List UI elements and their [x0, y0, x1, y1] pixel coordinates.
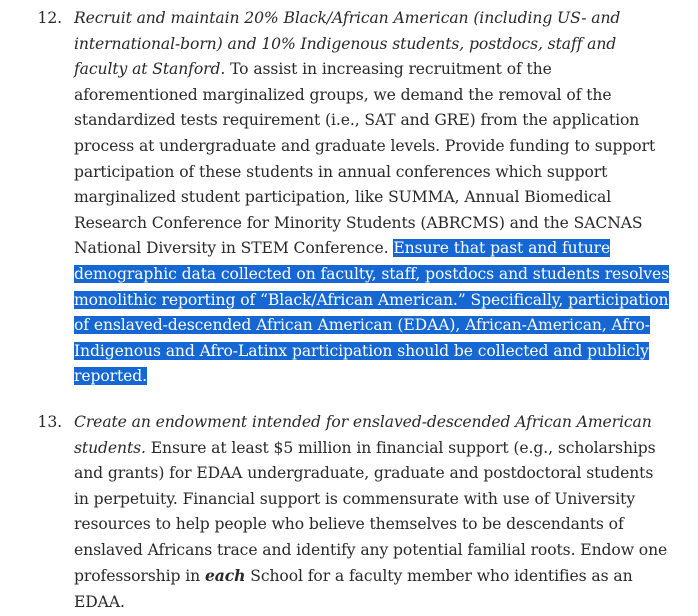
- item-lead-text: Recruit and maintain 20% Black/African American (including US- and international-born) and 10% Indigenous students, postdocs, staff and faculty at Stanford.: [74, 9, 621, 79]
- item-paragraph[interactable]: [74, 410, 672, 616]
- list-item-13: [0, 410, 698, 616]
- item-paragraph[interactable]: [74, 6, 672, 390]
- item-lead-text: Create an endowment intended for enslaved-descended African American students.: [74, 412, 652, 457]
- item-body-text: Ensure at least $5 million in financial support (e.g., scholarships and grants) for EDAA undergraduate, graduate and postdoctoral students in perpetuity. Financial support is commensurate with use of University resources to help people who believe themselves to be descendants of enslaved Africans trace and identify any potential familial roots. Endow one professorship in: [74, 438, 668, 586]
- selected-text-highlight[interactable]: Ensure that past and future demographic data collected on faculty, staff, postdocs and students resolves monolithic reporting of “Black/African American.” Specifically, participation of enslaved-descended African American (EDAA), African-American, Afro-Indigenous and Afro-Latinx participation should be collected and publicly reported.: [74, 239, 669, 386]
- item-body-text-end: School for a faculty member who identifies as an EDAA.: [74, 567, 633, 612]
- list-item-12: [0, 6, 698, 390]
- item-number: 13.: [37, 412, 62, 431]
- demands-list: [0, 6, 698, 616]
- item-body-text: To assist in increasing recruitment of the aforementioned marginalized groups, we demand the removal of the standardized tests requirement (i.e., SAT and GRE) from the application process at undergraduate and graduate levels. Provide funding to support participation of these students in annual conferences which support marginalized student participation, like SUMMA, Annual Biomedical Research Conference for Minority Students (ABRCMS) and the SACNAS National Diversity in STEM Conference.: [74, 60, 656, 258]
- item-number: 12.: [37, 9, 62, 27]
- emphasis-text: each: [204, 566, 246, 586]
